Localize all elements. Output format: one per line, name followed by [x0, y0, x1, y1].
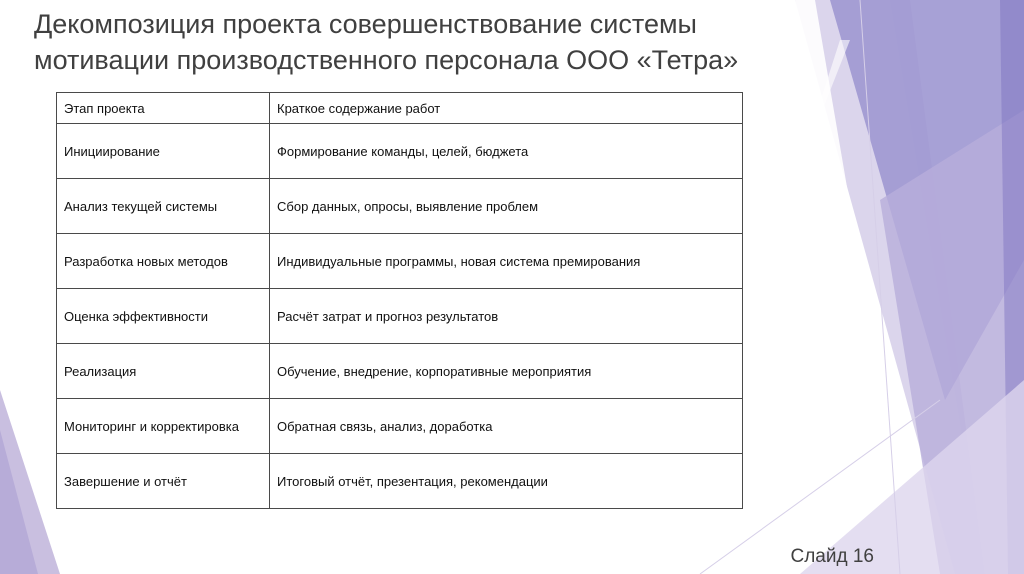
stage-cell: Завершение и отчёт [57, 454, 270, 509]
content-cell: Сбор данных, опросы, выявление проблем [270, 179, 743, 234]
content-cell: Итоговый отчёт, презентация, рекомендации [270, 454, 743, 509]
header-cell-content: Краткое содержание работ [270, 93, 743, 124]
stage-cell: Разработка новых методов [57, 234, 270, 289]
table-row [57, 124, 743, 179]
stage-cell: Реализация [57, 344, 270, 399]
table-row [57, 344, 743, 399]
table-row [57, 289, 743, 344]
table-row [57, 399, 743, 454]
table-row [57, 234, 743, 289]
table-row [57, 454, 743, 509]
stage-cell: Анализ текущей системы [57, 179, 270, 234]
table-row [57, 179, 743, 234]
stage-cell: Мониторинг и корректировка [57, 399, 270, 454]
project-stages-table [56, 92, 743, 509]
content-cell: Индивидуальные программы, новая система премирования [270, 234, 743, 289]
content-cell: Обучение, внедрение, корпоративные мероприятия [270, 344, 743, 399]
slide-number: Слайд 16 [790, 546, 874, 567]
stage-cell: Оценка эффективности [57, 289, 270, 344]
content-cell: Расчёт затрат и прогноз результатов [270, 289, 743, 344]
content-cell: Обратная связь, анализ, доработка [270, 399, 743, 454]
table-header-row [57, 93, 743, 124]
slide-title: Декомпозиция проекта совершенствование системы мотивации производственного персонала ООО «Тетра» [34, 9, 739, 75]
header-cell-stage: Этап проекта [57, 93, 270, 124]
stage-cell: Инициирование [57, 124, 270, 179]
content-cell: Формирование команды, целей, бюджета [270, 124, 743, 179]
